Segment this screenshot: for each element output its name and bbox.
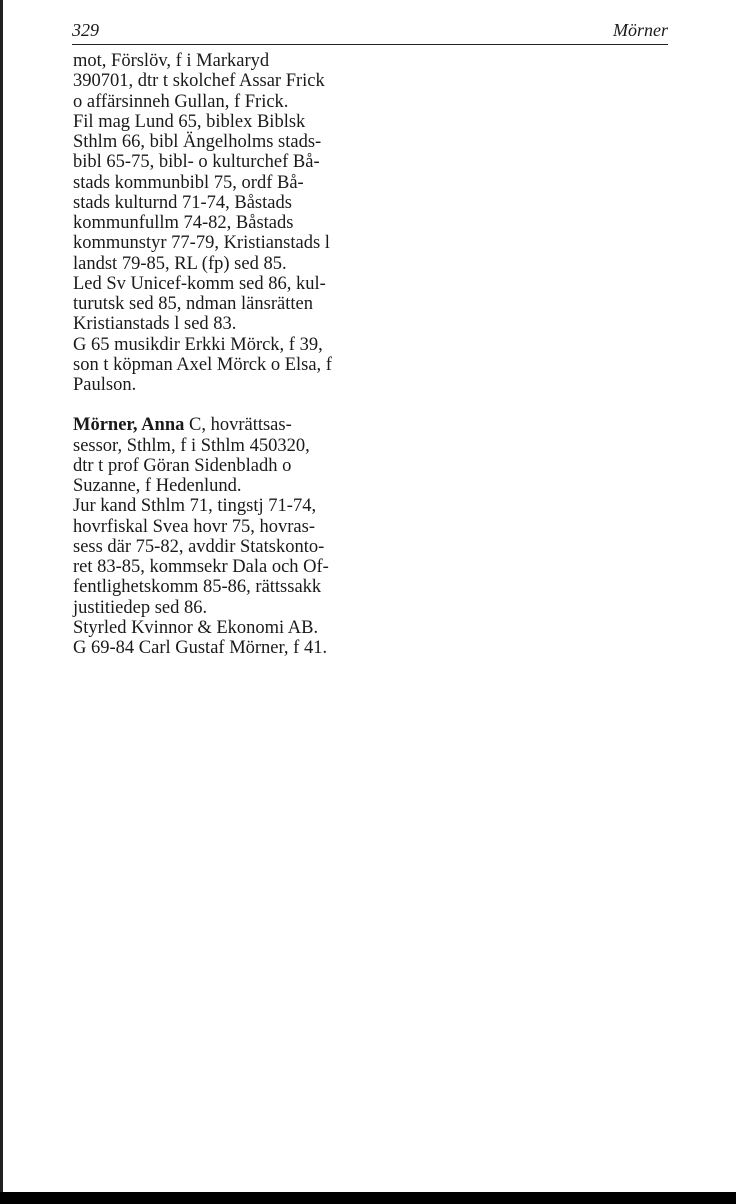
scan-bottom-edge <box>0 1192 736 1204</box>
text-line: Paulson. <box>73 375 137 395</box>
text-line: bibl 65-75, bibl- o kulturchef Bå- <box>73 152 320 173</box>
text-line: stads kulturnd 71-74, Båstads <box>73 192 292 213</box>
text-line: Sthlm 66, bibl Ängelholms stads- <box>73 132 322 152</box>
text-line: son t köpman Axel Mörck o Elsa, f <box>73 354 332 375</box>
entry-name: Mörner, Anna <box>73 415 185 436</box>
text-line: kommunstyr 77-79, Kristianstads l <box>73 233 330 254</box>
entry-first-line <box>73 415 373 435</box>
text-line: Styrled Kvinnor & Ekonomi AB. <box>73 617 319 638</box>
text-line: kommunfullm 74-82, Båstads <box>73 213 294 233</box>
entry-anna-morner <box>73 415 373 658</box>
text-line: Fil mag Lund 65, biblex Biblsk <box>73 111 306 132</box>
text-line: ret 83-85, kommsekr Dala och Of- <box>73 557 329 577</box>
page-number: 329 <box>72 20 99 40</box>
text-line: turutsk sed 85, ndman länsrätten <box>73 294 313 314</box>
text-line: sessor, Sthlm, f i Sthlm 450320, <box>73 435 310 456</box>
page-header <box>72 18 668 45</box>
text-line: Led Sv Unicef-komm sed 86, kul- <box>73 273 326 294</box>
text-line: justitiedep sed 86. <box>73 597 208 618</box>
text-line: Suzanne, f Hedenlund. <box>73 476 242 496</box>
entry-gap <box>73 395 373 415</box>
text-line: G 69-84 Carl Gustaf Mörner, f 41. <box>73 638 328 658</box>
body-text <box>73 51 373 658</box>
running-head: Mörner <box>613 20 668 40</box>
text-line: Jur kand Sthlm 71, tingstj 71-74, <box>73 496 317 517</box>
text-line: sess där 75-82, avddir Statskonto- <box>73 536 325 557</box>
text-line: hovrfiskal Svea hovr 75, hovras- <box>73 516 315 537</box>
entry-name-rest: C, hovrättsas- <box>184 415 292 436</box>
text-line: stads kommunbibl 75, ordf Bå- <box>73 172 304 193</box>
entry-continued <box>73 51 373 395</box>
text-line: dtr t prof Göran Sidenbladh o <box>73 455 292 476</box>
text-line: 390701, dtr t skolchef Assar Frick <box>73 71 325 92</box>
text-line: o affärsinneh Gullan, f Frick. <box>73 91 289 112</box>
text-line: Kristianstads l sed 83. <box>73 314 237 335</box>
text-line: G 65 musikdir Erkki Mörck, f 39, <box>73 334 323 355</box>
text-line: fentlighetskomm 85-86, rättssakk <box>73 577 322 598</box>
scan-left-edge <box>0 0 3 1204</box>
text-line: mot, Förslöv, f i Markaryd <box>73 51 270 71</box>
text-line: landst 79-85, RL (fp) sed 85. <box>73 253 287 274</box>
